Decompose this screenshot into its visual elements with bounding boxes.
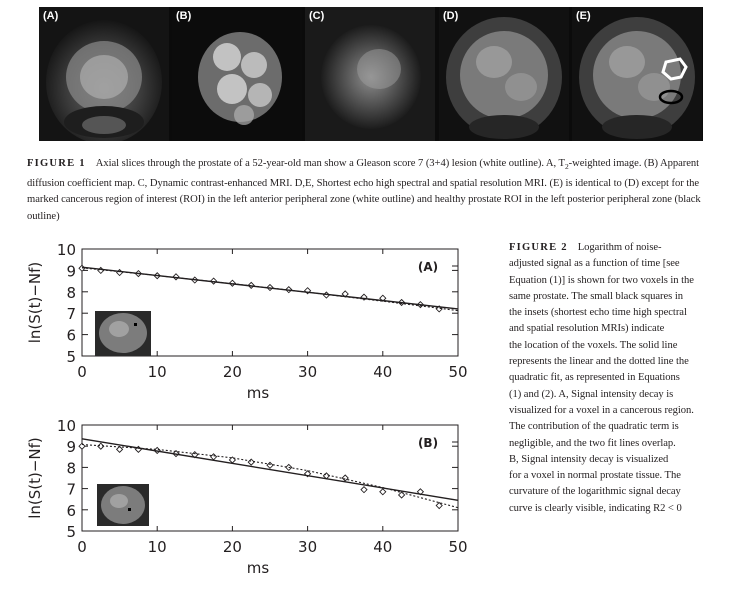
- x-axis-label-b: ms: [246, 559, 270, 577]
- y-tick-label-a: 6: [66, 326, 76, 345]
- figure1-image-strip: [39, 7, 703, 141]
- figure2-caption-line: The contribution of the quadratic term is: [509, 421, 679, 433]
- figure2-plots: [0, 236, 480, 586]
- y-tick-label-b: 5: [66, 523, 76, 541]
- figure2-label: FIGURE 2: [509, 242, 568, 253]
- figure1-caption-text-b: -weighted image. (B) Apparent diffusion coefficient map. C, Dynamic contrast-enhanced MRI. D,E, Shortest echo high spectral and spatial resolution MRI. (E) is identical to (D) except for the marked cancerous region of interest (ROI) in the left anterior peripheral zone (white outline) and healthy prostate ROI in the left posterior peripheral zone (black outline): [27, 158, 701, 222]
- panel-label-e: (E): [576, 10, 591, 22]
- mri-panel-d: [439, 7, 569, 141]
- figure2-caption-line: the location of the voxels. The solid line: [509, 339, 678, 351]
- y-tick-label-b: 6: [66, 501, 76, 520]
- panel-label-c: (C): [309, 10, 325, 22]
- figure2-caption-line: curvature of the logarithmic signal decay: [509, 486, 681, 498]
- y-tick-label-b: 7: [66, 480, 76, 499]
- figure2-charts-svg: [0, 236, 480, 586]
- figure2-caption-line: B, Signal intensity decay is visualized: [509, 453, 669, 465]
- x-tick-label-b: 30: [298, 538, 318, 556]
- y-axis-label-a: ln(S(t)−Nf): [26, 261, 44, 344]
- figure1-label: FIGURE 1: [27, 158, 86, 169]
- mri-panel-b: [172, 7, 302, 141]
- x-tick-label-b: 50: [448, 538, 468, 556]
- data-point-b: [79, 443, 85, 449]
- x-tick-label-b: 0: [77, 538, 87, 556]
- y-tick-label-b: 9: [66, 438, 76, 457]
- x-tick-label-a: 0: [77, 363, 87, 381]
- data-point-b: [380, 489, 386, 495]
- figure2-caption-line: negligible, and the two fit lines overlap.: [509, 437, 676, 449]
- figure2-caption-line: represents the linear and the dotted line the: [509, 356, 689, 368]
- figure2-caption-line: visualized for a voxel in a cancerous region.: [509, 404, 694, 416]
- voxel-marker-b: [128, 508, 131, 511]
- panel-label-b: (B): [176, 10, 192, 22]
- data-point-b: [267, 462, 273, 468]
- x-tick-label-a: 30: [298, 363, 318, 381]
- y-tick-label-a: 10: [56, 241, 76, 259]
- figure2-caption-line: same prostate. The small black squares in: [509, 290, 683, 302]
- figure2-caption-line: Equation (1)] is shown for two voxels in the: [509, 274, 694, 286]
- figure2-caption: [509, 240, 721, 517]
- y-tick-label-a: 8: [66, 283, 76, 302]
- data-point-b: [211, 454, 217, 460]
- figure2-caption-line: the insets (shortest echo time high spectral: [509, 307, 687, 319]
- x-tick-label-b: 10: [147, 538, 167, 556]
- figure2-caption-line: and spatial resolution MRIs) indicate: [509, 323, 665, 335]
- x-tick-label-b: 20: [222, 538, 242, 556]
- figure2-caption-line: curve is clearly visible, indicating R2 < 0: [509, 502, 682, 514]
- inset-a-mri: [95, 311, 151, 356]
- figure2-caption-line: for a voxel in normal prostate tissue. The: [509, 470, 681, 482]
- y-tick-label-b: 8: [66, 459, 76, 478]
- y-tick-label-a: 5: [66, 348, 76, 366]
- mri-panel-c: [305, 7, 435, 141]
- panel-label-a: (A): [417, 260, 439, 274]
- x-tick-label-b: 40: [373, 538, 393, 556]
- figure2-caption-line: quadratic fit, as represented in Equations: [509, 372, 680, 384]
- y-axis-label-b: ln(S(t)−Nf): [26, 437, 44, 519]
- figure1-caption-text-a: Axial slices through the prostate of a 52-year-old man show a Gleason score 7 (3+4) lesion (white outline). A, T: [95, 158, 565, 169]
- x-tick-label-a: 10: [147, 363, 167, 381]
- figure2-caption-line: (1) and (2). A, Signal intensity decay is: [509, 388, 674, 400]
- mri-panel-a: [39, 7, 169, 141]
- data-point-b: [342, 475, 348, 481]
- data-point-b: [248, 459, 254, 465]
- figure2-caption-line-0: FIGURE 2 Logarithm of noise-: [509, 242, 662, 253]
- figure1-caption: [27, 156, 727, 225]
- panel-label-a: (A): [43, 10, 59, 22]
- x-axis-label-a: ms: [246, 384, 270, 402]
- mri-panel-e: [572, 7, 702, 141]
- figure2-caption-line: adjusted signal as a function of time [see: [509, 258, 680, 270]
- y-tick-label-a: 9: [66, 262, 76, 281]
- figure1-caption-subscript: 2: [564, 162, 569, 172]
- x-tick-label-a: 40: [373, 363, 393, 381]
- panel-label-d: (D): [443, 10, 459, 22]
- inset-b-mri: [97, 484, 149, 526]
- y-tick-label-a: 7: [66, 305, 76, 324]
- panel-label-b: (B): [417, 436, 439, 450]
- x-tick-label-a: 50: [448, 363, 468, 381]
- y-tick-label-b: 10: [56, 417, 76, 435]
- voxel-marker-a: [134, 323, 137, 326]
- x-tick-label-a: 20: [222, 363, 242, 381]
- data-point-b: [361, 487, 367, 493]
